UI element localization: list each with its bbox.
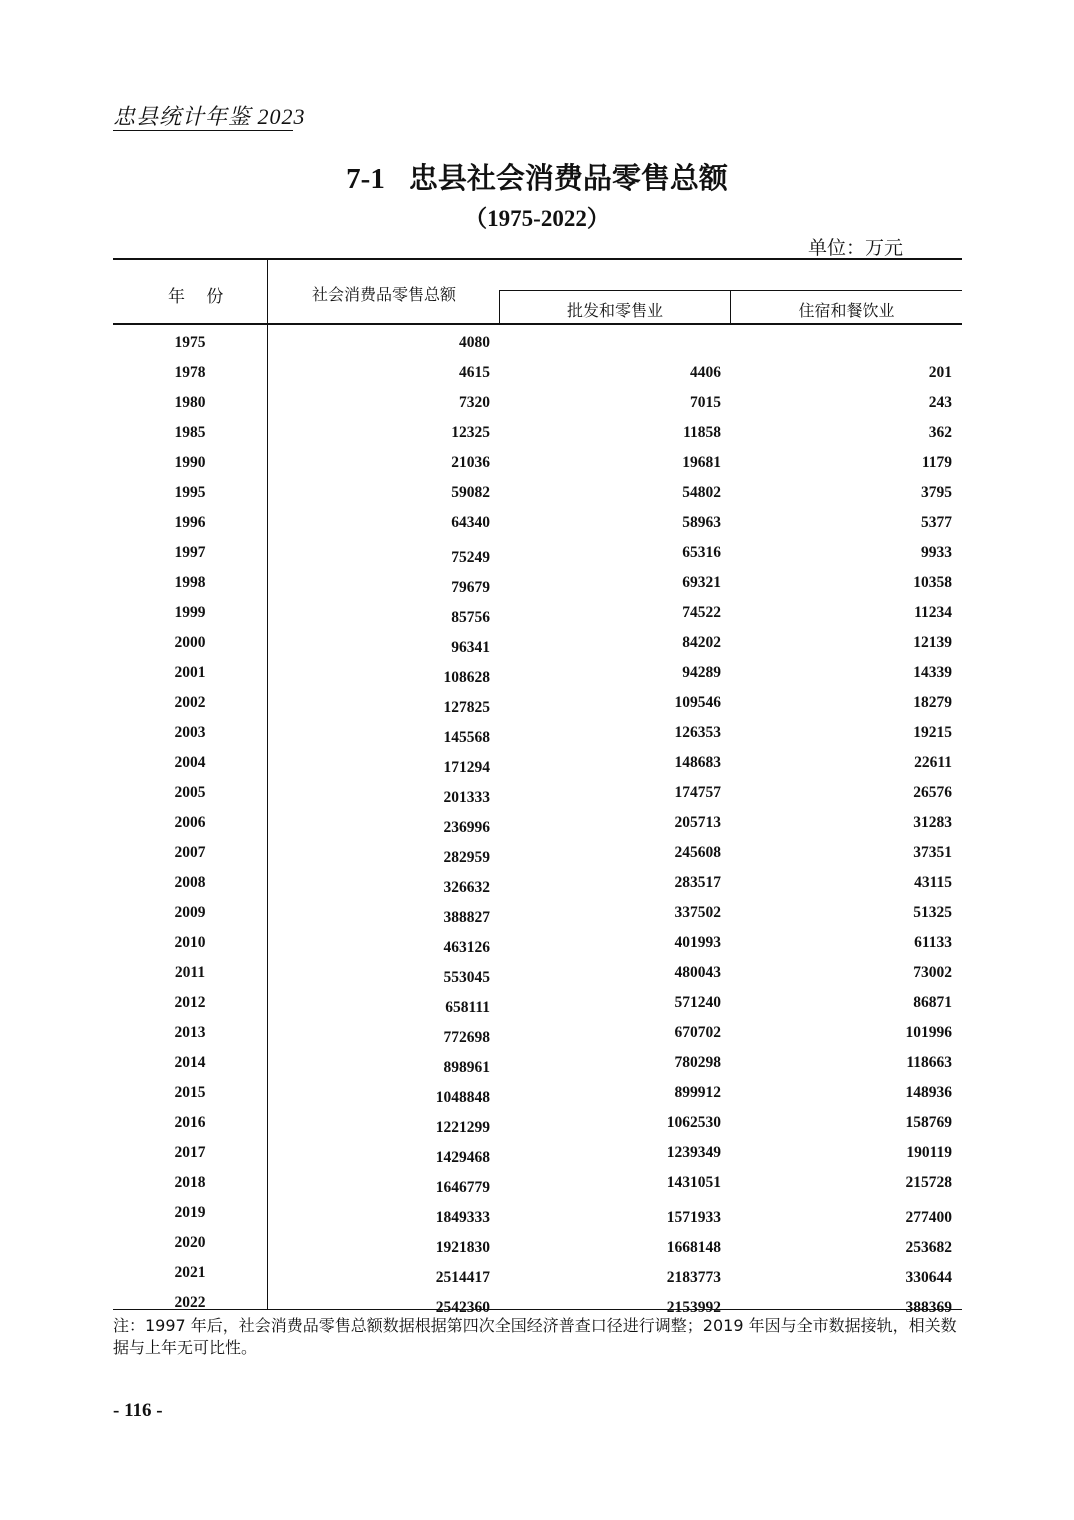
year-cell: 2001: [174, 664, 206, 681]
table-header: [113, 258, 962, 325]
retail-sales-table: [113, 258, 962, 1316]
table-row: [113, 1197, 962, 1227]
header-wholesale-retail: 批发和零售业: [566, 301, 663, 320]
year-cell: 2004: [174, 754, 206, 771]
wholesale-retail-cell: 7015: [690, 394, 721, 411]
total-cell: 1646779: [435, 1179, 490, 1196]
wholesale-retail-cell: 19681: [682, 454, 721, 471]
year-cell: 2016: [174, 1114, 206, 1131]
table-row: [113, 807, 962, 837]
accommodation-catering-cell: 43115: [914, 874, 952, 891]
year-cell: 2013: [174, 1024, 206, 1041]
header-total: 社会消费品零售总额: [311, 285, 456, 304]
accommodation-catering-cell: 61133: [914, 934, 952, 951]
wholesale-retail-cell: 337502: [674, 904, 721, 921]
wholesale-retail-cell: 58963: [682, 514, 721, 531]
year-cell: 2003: [174, 724, 206, 741]
accommodation-catering-cell: 37351: [913, 844, 952, 861]
year-cell: 1990: [174, 454, 206, 471]
wholesale-retail-cell: 480043: [674, 964, 721, 981]
accommodation-catering-cell: 3795: [921, 484, 952, 501]
total-cell: 59082: [451, 484, 490, 501]
total-cell: 4080: [459, 334, 490, 351]
total-cell: 21036: [451, 454, 490, 471]
page-number: - 116 -: [113, 1400, 163, 1421]
wholesale-retail-cell: 205713: [674, 814, 721, 831]
total-cell: 772698: [443, 1029, 490, 1046]
total-cell: 1849333: [435, 1209, 490, 1226]
total-cell: 1048848: [435, 1089, 490, 1106]
accommodation-catering-cell: 201: [928, 364, 952, 381]
year-cell: 2002: [174, 694, 206, 711]
wholesale-retail-cell: 11858: [683, 424, 721, 441]
table-row: [113, 1257, 962, 1287]
table-row: [113, 837, 962, 867]
wholesale-retail-cell: 283517: [674, 874, 721, 891]
wholesale-retail-cell: 65316: [682, 544, 721, 561]
table-row: [113, 777, 962, 807]
wholesale-retail-cell: 2153992: [666, 1299, 721, 1316]
table-row: [113, 1227, 962, 1257]
table-row: [113, 927, 962, 957]
table-row: [113, 867, 962, 897]
year-cell: 2006: [174, 814, 206, 831]
table-subtitle: （1975-2022）: [464, 206, 610, 231]
year-cell: 1998: [174, 574, 206, 591]
wholesale-retail-cell: 126353: [674, 724, 721, 741]
accommodation-catering-cell: 215728: [905, 1174, 952, 1191]
total-cell: 85756: [451, 609, 490, 626]
table-note: 注：1997 年后，社会消费品零售总额数据根据第四次全国经济普查口径进行调整；2019 年因与全市数据接轨，相关数据与上年无可比性。: [113, 1316, 957, 1357]
wholesale-retail-cell: 74522: [682, 604, 721, 621]
year-cell: 1995: [174, 484, 206, 501]
wholesale-retail-cell: 148683: [674, 754, 721, 771]
wholesale-retail-cell: 69321: [682, 574, 721, 591]
table-row: [113, 567, 962, 597]
year-cell: 2022: [174, 1294, 206, 1311]
year-cell: 2012: [174, 994, 206, 1011]
table-row: [113, 657, 962, 687]
table-row: [113, 1107, 962, 1137]
table-row: [113, 987, 962, 1017]
table-row: [113, 957, 962, 987]
total-cell: 96341: [451, 639, 490, 656]
wholesale-retail-cell: 2183773: [666, 1269, 721, 1286]
accommodation-catering-cell: 101996: [905, 1024, 952, 1041]
total-cell: 12325: [451, 424, 490, 441]
total-cell: 108628: [443, 669, 490, 686]
year-cell: 2011: [174, 964, 206, 981]
accommodation-catering-cell: 51325: [913, 904, 952, 921]
wholesale-retail-cell: 54802: [682, 484, 721, 501]
unit-label: 单位：万元: [808, 238, 904, 259]
wholesale-retail-cell: 1239349: [666, 1144, 721, 1161]
year-cell: 1975: [174, 334, 206, 351]
total-cell: 2542360: [435, 1299, 490, 1316]
wholesale-retail-cell: 1062530: [666, 1114, 721, 1131]
wholesale-retail-cell: 94289: [682, 664, 721, 681]
accommodation-catering-cell: 190119: [906, 1144, 952, 1161]
total-cell: 553045: [443, 969, 490, 986]
accommodation-catering-cell: 9933: [921, 544, 952, 561]
wholesale-retail-cell: 109546: [674, 694, 721, 711]
accommodation-catering-cell: 243: [928, 394, 952, 411]
total-cell: 282959: [443, 849, 490, 866]
year-cell: 2005: [174, 784, 206, 801]
table-row: [113, 747, 962, 777]
running-head: [113, 100, 306, 131]
table-row: [113, 1017, 962, 1047]
table-row: [113, 1287, 962, 1317]
year-cell: 1980: [174, 394, 206, 411]
accommodation-catering-cell: 10358: [913, 574, 952, 591]
year-cell: 2009: [174, 904, 206, 921]
running-head-text: 忠县统计年鉴 2023: [113, 104, 306, 129]
year-cell: 2021: [174, 1264, 206, 1281]
table-title: [0, 156, 1074, 197]
table-row: [113, 897, 962, 927]
table-row: [113, 537, 962, 567]
year-cell: 1978: [174, 364, 206, 381]
accommodation-catering-cell: 14339: [913, 664, 952, 681]
table-row: [113, 447, 962, 477]
accommodation-catering-cell: 11234: [914, 604, 952, 621]
year-cell: 2010: [174, 934, 206, 951]
year-cell: 1997: [174, 544, 206, 561]
wholesale-retail-cell: 899912: [674, 1084, 721, 1101]
year-cell: 2008: [174, 874, 206, 891]
wholesale-retail-cell: 1431051: [666, 1174, 721, 1191]
accommodation-catering-cell: 73002: [913, 964, 952, 981]
table-row: [113, 1167, 962, 1197]
header-year-cell: [113, 260, 267, 323]
total-cell: 75249: [451, 549, 490, 566]
total-cell: 171294: [443, 759, 490, 776]
year-cell: 2020: [174, 1234, 206, 1251]
total-cell: 236996: [443, 819, 490, 836]
table-row: [113, 477, 962, 507]
total-cell: 388827: [443, 909, 490, 926]
accommodation-catering-cell: 118663: [906, 1054, 952, 1071]
accommodation-catering-cell: 19215: [913, 724, 952, 741]
table-row: [113, 1077, 962, 1107]
total-cell: 79679: [451, 579, 490, 596]
total-cell: 4615: [459, 364, 490, 381]
total-cell: 658111: [445, 999, 490, 1016]
accommodation-catering-cell: 1179: [921, 454, 952, 471]
running-head-rule: [113, 130, 293, 131]
year-cell: 1999: [174, 604, 206, 621]
year-cell: 2000: [174, 634, 206, 651]
total-cell: 127825: [443, 699, 490, 716]
accommodation-catering-cell: 362: [928, 424, 952, 441]
wholesale-retail-cell: 1668148: [666, 1239, 721, 1256]
year-cell: 2015: [174, 1084, 206, 1101]
total-cell: 463126: [443, 939, 490, 956]
total-cell: 64340: [451, 514, 490, 531]
accommodation-catering-cell: 31283: [913, 814, 952, 831]
year-cell: 2018: [174, 1174, 206, 1191]
wholesale-retail-cell: 670702: [674, 1024, 721, 1041]
wholesale-retail-cell: 571240: [674, 994, 721, 1011]
wholesale-retail-cell: 401993: [674, 934, 721, 951]
accommodation-catering-cell: 26576: [913, 784, 952, 801]
year-cell: 2017: [174, 1144, 206, 1161]
accommodation-catering-cell: 86871: [913, 994, 952, 1011]
table-row: [113, 627, 962, 657]
total-cell: 2514417: [435, 1269, 490, 1286]
table-row: [113, 687, 962, 717]
wholesale-retail-cell: 4406: [690, 364, 721, 381]
table-number: 7-1: [346, 163, 385, 195]
accommodation-catering-cell: 330644: [905, 1269, 952, 1286]
table-row: [113, 507, 962, 537]
wholesale-retail-cell: 174757: [674, 784, 721, 801]
year-cell: 1985: [174, 424, 206, 441]
wholesale-retail-cell: 1571933: [666, 1209, 721, 1226]
accommodation-catering-cell: 12139: [913, 634, 952, 651]
accommodation-catering-cell: 253682: [905, 1239, 952, 1256]
accommodation-catering-cell: 148936: [905, 1084, 952, 1101]
total-cell: 326632: [443, 879, 490, 896]
year-cell: 2007: [174, 844, 206, 861]
total-cell: 201333: [443, 789, 490, 806]
table-row: [113, 387, 962, 417]
total-cell: 1921830: [435, 1239, 490, 1256]
table-row: [113, 357, 962, 387]
table-row: [113, 1047, 962, 1077]
total-cell: 1221299: [435, 1119, 490, 1136]
accommodation-catering-cell: 5377: [921, 514, 952, 531]
header-accommodation-catering: 住宿和餐饮业: [798, 301, 895, 320]
total-cell: 898961: [443, 1059, 490, 1076]
year-cell: 2014: [174, 1054, 206, 1071]
accommodation-catering-cell: 388369: [905, 1299, 952, 1316]
accommodation-catering-cell: 22611: [914, 754, 952, 771]
table-body: [113, 325, 962, 1316]
total-cell: 145568: [443, 729, 490, 746]
table-row: [113, 597, 962, 627]
table-row: [113, 417, 962, 447]
accommodation-catering-cell: 277400: [905, 1209, 952, 1226]
table-row: [113, 717, 962, 747]
wholesale-retail-cell: 780298: [674, 1054, 721, 1071]
table-row: [113, 1137, 962, 1167]
total-cell: 1429468: [435, 1149, 490, 1166]
accommodation-catering-cell: 158769: [905, 1114, 952, 1131]
wholesale-retail-cell: 84202: [682, 634, 721, 651]
table-title-text: 忠县社会消费品零售总额: [408, 163, 728, 195]
wholesale-retail-cell: 245608: [674, 844, 721, 861]
table-row: [113, 327, 962, 357]
year-cell: 1996: [174, 514, 206, 531]
year-cell: 2019: [174, 1204, 206, 1221]
header-year: 年 份: [168, 287, 232, 307]
accommodation-catering-cell: 18279: [913, 694, 952, 711]
total-cell: 7320: [459, 394, 490, 411]
